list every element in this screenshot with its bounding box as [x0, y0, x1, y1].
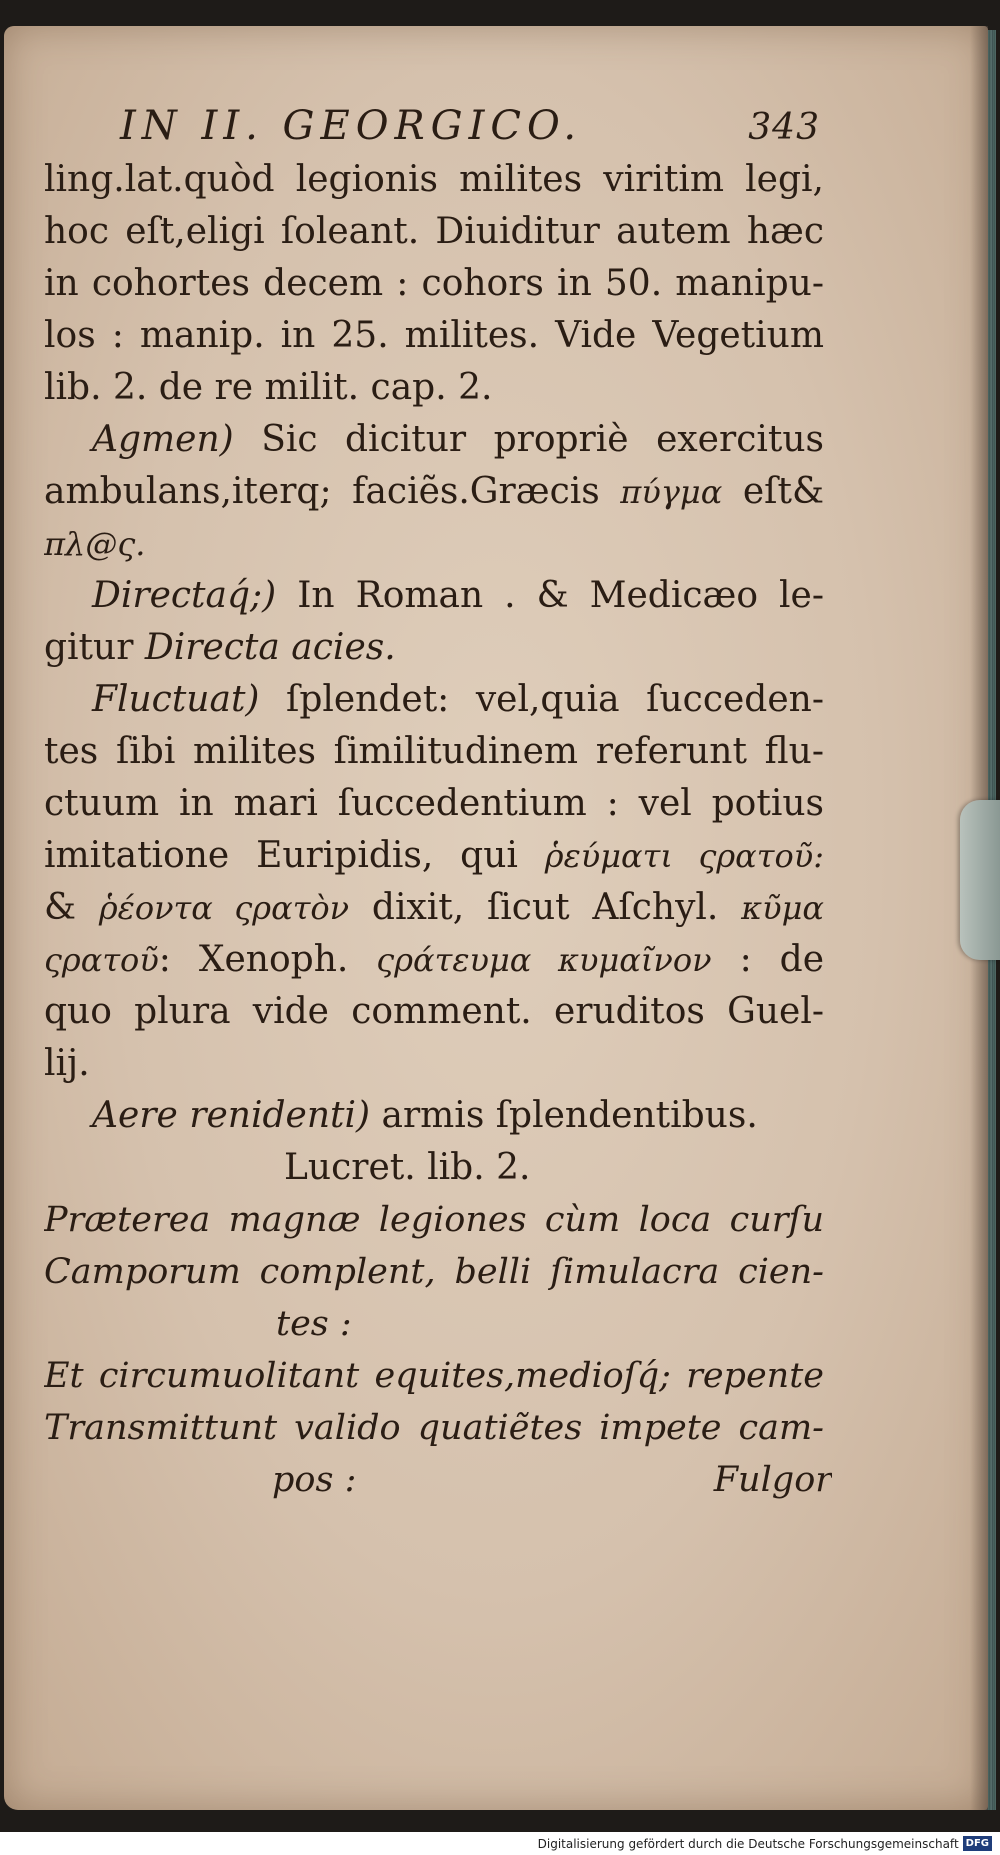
text-line: quo plura vide comment. eruditos Guel-: [44, 991, 824, 1032]
lemma-aere: Aere renidenti): [92, 1095, 371, 1136]
verse-line: Camporum complent, belli ſimulacra cien-: [44, 1252, 824, 1292]
text-span: imitatione Euripidis, qui: [44, 835, 545, 876]
verse-line: Transmittunt valido quatiẽtes impete cam-: [44, 1408, 824, 1448]
verse-line: Præterea magnæ legiones cùm loca curſu: [44, 1200, 824, 1240]
greek-word: ςρατοῦ: [44, 941, 159, 979]
text-span: &: [44, 887, 99, 928]
text-line: lib. 2. de re milit. cap. 2.: [44, 367, 493, 408]
italic-phrase: Directa acies.: [144, 627, 396, 668]
text-span: dixit, ſicut Aſchyl.: [349, 887, 742, 928]
text-line: ctuum in mari ſuccedentium : vel potius: [44, 783, 824, 824]
final-line: [44, 1454, 832, 1506]
text-span: : Xenoph.: [158, 939, 377, 980]
greek-word: ςράτευμα κυμαῖνον: [376, 941, 712, 979]
text-span: gitur: [44, 627, 145, 668]
greek-word: πύγμα: [620, 473, 723, 511]
entry-agmen: [44, 414, 824, 466]
text-span: eſt&: [722, 471, 824, 512]
greek-word: ῥέοντα ςρατὸν: [98, 889, 350, 927]
verse-line: Et circumuolitant equites,medioſq́; repente: [44, 1356, 824, 1396]
text-span: Sic dicitur propriè exercitus: [233, 419, 824, 460]
greek-word: πλ@ς.: [44, 525, 146, 563]
text-line: hoc eſt,eligi ſoleant. Diuiditur autem hæc: [44, 211, 824, 252]
credit-text: Digitalisierung gefördert durch die Deutsche Forschungsgemeinschaft: [537, 1836, 959, 1851]
text-line: tes ſibi milites ſimilitudinem referunt flu-: [44, 731, 824, 772]
text-line: [44, 882, 824, 934]
text-span: ambulans,iterq; faciẽs.Græcis: [44, 471, 621, 512]
entry-fluctuat: [44, 674, 824, 726]
text-line: [44, 934, 824, 986]
page-text: [44, 100, 832, 1506]
bookmark-ribbon: [960, 800, 1000, 960]
catchword: Fulgor: [713, 1460, 832, 1500]
entry-aere: [44, 1090, 824, 1142]
greek-word: ῥεύματι ςρατοῦ:: [544, 837, 824, 875]
text-span: In Roman . & Medicæo le-: [276, 575, 824, 616]
lemma-directaque: Directaq́;): [92, 575, 277, 616]
text-line: [44, 466, 824, 518]
digitization-credit-bar: [0, 1832, 1000, 1855]
greek-word: κῦμα: [741, 889, 824, 927]
text-span: armis ſplendentibus.: [370, 1095, 758, 1136]
text-line: [44, 830, 824, 882]
citation: Lucret. lib. 2.: [284, 1147, 531, 1188]
text-span: ſplendet: vel,quia ſucceden-: [259, 679, 824, 720]
text-line: in cohortes decem : cohors in 50. manipu-: [44, 263, 824, 304]
text-line: lij.: [44, 1043, 90, 1084]
text-line: los : manip. in 25. milites. Vide Vegetium: [44, 315, 824, 356]
verse-end: pos :: [272, 1460, 357, 1500]
text-line: ling.lat.quòd legionis milites viritim legi,: [44, 159, 824, 200]
running-title: IN II. GEORGICO.: [120, 103, 583, 149]
page-number: 343: [748, 107, 820, 148]
running-head: [120, 100, 820, 154]
entry-directaque: [44, 570, 824, 622]
text-span: : de: [711, 939, 824, 980]
text-line: [44, 622, 824, 674]
verse-line: tes :: [276, 1304, 352, 1344]
lemma-agmen: Agmen): [92, 419, 234, 460]
lemma-fluctuat: Fluctuat): [92, 679, 260, 720]
text-line: [44, 518, 824, 570]
dfg-logo: DFG: [963, 1836, 992, 1851]
